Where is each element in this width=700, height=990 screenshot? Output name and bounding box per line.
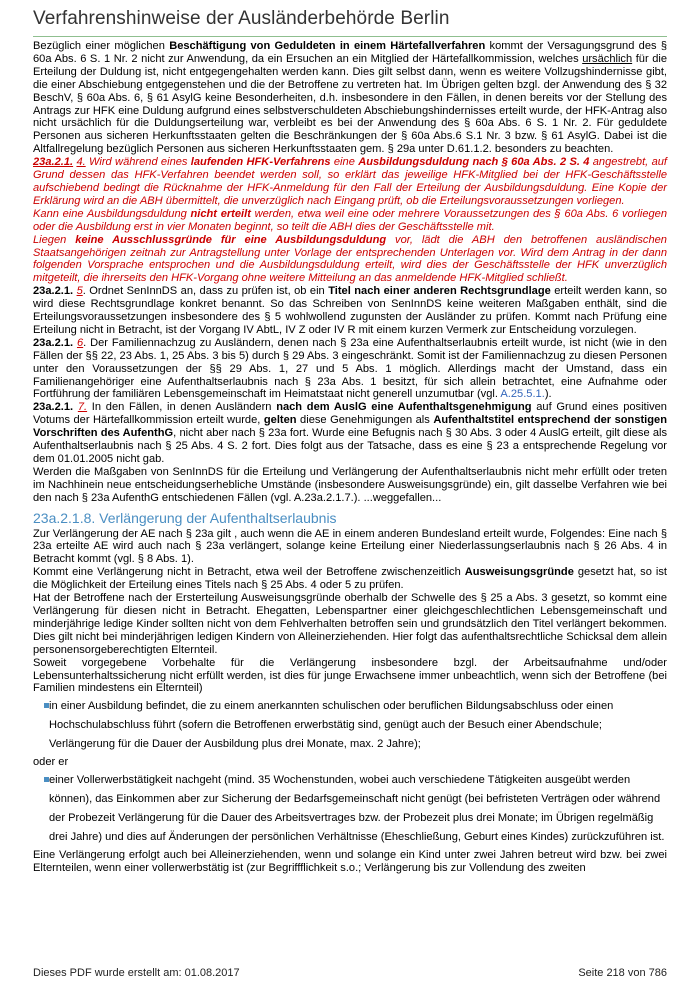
section-heading: 23a.2.1.8. Verlängerung der Aufenthaltserlaubnis	[33, 509, 337, 526]
section-number-suffix: 7.	[77, 401, 88, 414]
paragraph-andere-rechtsgrundlage	[33, 285, 667, 337]
text: angestrebt, auf Grund dessen das HFK-Verfahren beendet werden soll, so erklärt das jeweilige HFK-Mitglied bei der HFK-Geschäftsstelle aufschiebend bedingt die Rücknahme der HFK-Anmeldung für den Fall der Erteilung der Ausbildungsduldung. Eine Kopie der Erklärung wird an die ABH übermittelt, die unverzüglich nach Eingang prüft, ob die Erteilungsvoraussetzungen vorliegen.	[33, 156, 668, 207]
section-number: 23a.2.1.	[33, 156, 74, 169]
section-number-suffix: 6	[76, 336, 84, 349]
text: werden, etwa weil eine oder mehrere Voraussetzungen des § 60a Abs. 6 vorliegen oder die Ausbildung erst in vier Monaten beginnt, so teilt die ABH dies der Geschäftsstelle mit.	[33, 207, 667, 233]
text: gesetzt hat, so ist die Möglichkeit der Erteilung eines Titels nach § 25 Abs. 4 oder 5 zu prüfen.	[33, 566, 667, 592]
paragraph-ausbildungsduldung	[33, 156, 667, 208]
paragraph-auslg-genehmigung	[33, 401, 667, 466]
underlined-text: ursächlich	[582, 52, 633, 65]
text: auf Grund eines positiven Votums der Härtefallkommission erteilt wurde,	[33, 401, 667, 427]
bold-text: gelten	[263, 414, 297, 427]
list-item	[33, 771, 667, 847]
paragraph-hfk-beschaeftigung	[33, 40, 667, 156]
paragraph-verlaengerung-allgemein: Zur Verlängerung der AE nach § 23a gilt , auch wenn die AE in einem anderen Bundesland erteilt wurde, Folgendes: Eine nach § 23a erteilte AE wird auch nach § 23a verlängert, solange keine Erteilung einer Niederlassungserlaubnis nach § 26 Abs. 4 in Betracht kommt (vgl. § 8 Abs. 1).	[33, 527, 667, 566]
section-number: 23a.2.1.	[33, 336, 74, 349]
bold-text: laufenden HFK-Verfahrens	[190, 156, 331, 169]
bold-text: Aufenthaltstitel entsprechend der sonstigen Vorschriften des AufenthG	[33, 414, 667, 440]
text: für die Erteilung der Duldung ist, nicht entgegengehalten werden kann. Dies gilt selbst dann, wenn es weitere Vollzugshindernisse gibt, die einer Abschiebung entgegenstehen und die der Betroffene zu vertreten hat. Im Übrigen gelten bzgl. der Anwendung des § 32 BeschV, § 60a Abs. 6, § 61 AsylG keine Besonderheiten, d.h. insbesondere in den Fällen, in denen bereits vor der Stellung des Antrags zur HFK eine Duldung aufgrund eines selbstverschuldeten Abschiebungshindernisses erteilt wurde, der HFK-Antrag also nicht ursächlich für die Duldungserteilung war, verbleibt es bei der Anwendung des § 60a Abs. 6 S. 1 Nr. 2. Für geduldete Personen aus sicheren Herkunftsstaaten gelten die Beschränkungen der § 60a Abs.6 S.1 Nr. 3 bzw. § 61 AsylG. Dabei ist die Altfallregelung bezüglich Personen aus sicheren Herkunftsstaaten gem. § 29a unter D.61.1.2. besonders zu beachten.	[33, 52, 668, 156]
paragraph-familiennachzug	[33, 337, 667, 402]
footer-page-number: Seite 218 von 786	[578, 967, 667, 979]
paragraph-vorbehalte: Soweit vorgegebene Vorbehalte für die Verlängerung insbesondere bzgl. der Arbeitsaufnahme und/oder Lebensunterhaltssicherung nicht erfüllt werden, ist dies für junge Erwachsene immer unbeachtlich, wenn sich der Betroffene (bei Familien mindestens ein Elternteil)	[33, 656, 667, 695]
bold-text: nicht erteilt	[190, 207, 251, 220]
text: vor, lädt die ABH den betroffenen ausländischen Staatsangehörigen zeitnah zur Antragstellung unter Vorlage der entsprechenden Unterlagen vor. Wird dem Antrag in der dann folgenden Vorsprache entsprochen und die Ausbildungsduldung erteilt, wird dies der Geschäftsstelle der HFK unverzüglich mitgeteilt, die ihrerseits den HFK-Vorgang ohne weitere Mitteilung an das anmeldende HFK-Mitglied schließt.	[33, 233, 667, 285]
text: ).	[544, 388, 552, 401]
bullet-icon	[44, 777, 49, 782]
paragraph-ausweisungsgruende	[33, 566, 667, 592]
bold-text: Ausbildungsduldung nach § 60a Abs. 2 S. 4	[358, 156, 590, 169]
paragraph-oder: oder er	[33, 756, 69, 769]
section-number-suffix: 4.	[76, 156, 86, 169]
paragraph-keine-ausschlussgruende	[33, 234, 667, 286]
section-number-suffix: 5	[76, 285, 83, 298]
text: eine	[330, 156, 359, 169]
paragraph-nicht-erteilt	[33, 208, 667, 234]
list-item-text: in einer Ausbildung befindet, die zu einem anerkannten schulischen oder beruflichen Bildungsabschluss oder einen Hochschulabschluss führt (sofern die Betroffenen erwerbstätig sind, genügt auch der Besuch einer Abendschule; Verlängerung für die Dauer der Ausbildung plus drei Monate, max. 2 Jahre);	[49, 700, 614, 751]
list-item	[33, 697, 667, 754]
paragraph-ersterteilung: Hat der Betroffene nach der Ersterteilung Ausweisungsgründe oberhalb der Schwelle des § 25 a Abs. 3 gesetzt, so kommt eine Verlängerung für diesen nicht in Betracht. Ehegatten, Lebenspartner einer gleichgeschlechtlichen Lebensgemeinschaft und minderjährige ledige Kinder sollten nicht von dem Fehlverhalten betroffen sein und grundsätzlich den Titel verlängert bekommen. Dies gilt nicht bei minderjährigen ledigen Kindern von Alleinerziehenden. Hier folgt das aufenthaltsrechtliche Schicksal dem allein personensorgeberechtigten Elternteil.	[33, 592, 667, 656]
text: Liegen	[33, 233, 76, 246]
document-body	[33, 40, 667, 875]
text: , nicht aber nach § 23a fort. Wurde eine Befugnis nach § 30 Abs. 3 oder 4 AuslG erteilt, gilt diese als Aufenthaltserlaubnis nach § 25 Abs. 4 S. 2 fort. Dies folgt aus der Tatsache, dass es eine § 23 a entsprechende Regelung vor dem 01.01.2005 nicht gab.	[33, 427, 667, 465]
paragraph-massgaben: Werden die Maßgaben von SenInnDS für die Erteilung und Verlängerung der Aufenthaltserlaubnis nicht mehr erfüllt oder treten im Nachhinein neue entscheidungserhebliche Umstände (insbesondere Ausweisungsgründe) ein, gilt dasselbe Verfahren wie bei den nach § 23a AufenthG entschiedenen Fällen (vgl. A.23a.2.1.7.). ...weggefallen...	[33, 465, 667, 504]
page-title: Verfahrenshinweise der Ausländerbehörde Berlin	[33, 8, 667, 37]
bold-text: Ausweisungsgründe	[464, 566, 574, 579]
section-number: 23a.2.1.	[33, 401, 74, 414]
bold-text: Titel nach einer anderen Rechtsgrundlage	[328, 285, 551, 298]
text: Kommt eine Verlängerung nicht in Betracht, etwa weil der Betroffene zwischenzeitlich	[33, 566, 465, 579]
text: diese Genehmigungen als	[296, 414, 434, 427]
section-number: 23a.2.1.	[33, 285, 74, 298]
text: kommt der Versagungsgrund des § 60a Abs. 6 S. 1 Nr. 2 nicht zur Anwendung, da ein Ersuchen an ein Mitglied der Härtefallkommission, welches	[33, 40, 668, 65]
text: Wird während eines	[85, 156, 191, 169]
text: Kann eine Ausbildungsduldung	[33, 207, 191, 220]
text: . Der Familiennachzug zu Ausländern, denen nach § 23a eine Aufenthaltserlaubnis erteilt wurde, ist nicht (wie in den Fällen der §§ 22, 23 Abs. 1, 25 Abs. 3 bis 5) durch § 29 Abs. 3 eingeschränkt. Somit ist der Familiennachzug zu diesen Personen unter den Voraussetzungen der §§ 29 Abs. 1, 27 und 5 Abs. 1 möglich. Allerdings macht der Umstand, dass ein Familienangehöriger eine Aufenthaltserlaubnis nach § 23a Abs. 1 besitzt, für sich allein betrachtet, eine Aufnahme oder Fortführung der familiären Lebensgemeinschaft im Heimatstaat nicht generell unzumutbar (vgl.	[33, 336, 667, 401]
bold-text: nach dem AuslG eine Aufenthaltsgenehmigung	[276, 401, 532, 414]
bold-text: Beschäftigung von Geduldeten in einem Härtefallverfahren	[169, 40, 486, 52]
text: Bezüglich einer möglichen	[33, 40, 170, 52]
text: . Ordnet SenInnDS an, dass zu prüfen ist, ob ein	[82, 285, 329, 298]
footer-created-date: Dieses PDF wurde erstellt am: 01.08.2017	[33, 967, 240, 979]
text: In den Fällen, in denen Ausländern	[87, 401, 277, 414]
list-item-text: einer Vollerwerbstätigkeit nachgeht (mind. 35 Wochenstunden, wobei auch verschiedene Tätigkeiten ausgeübt werden können), das Einkommen aber zur Sicherung der Bedarfsgemeinschaft nicht genügt (bei befristeten Verträgen oder während der Probezeit Verlängerung für die Dauer des Arbeitsvertrages bzw. der Probezeit plus drei Monate; im Übrigen regelmäßig drei Jahre) und dies auf Änderungen der persönlichen Verhältnisse (Eheschließung, Geburt eines Kindes) zurückzuführen ist.	[49, 774, 665, 844]
bold-text: keine Ausschlussgründe für eine Ausbildungsduldung	[75, 233, 387, 246]
bullet-icon	[44, 703, 49, 708]
paragraph-alleinerziehende: Eine Verlängerung erfolgt auch bei Alleinerziehenden, wenn und solange ein Kind unter zwei Jahren betreut wird bzw. bei zwei Elternteilen, wenn einer vollerwerbstätig ist (zur Begriffflichkeit s.o.; Verlängerung bis zur Vollendung des zweiten	[33, 849, 667, 875]
reference-link[interactable]: A.25.5.1.	[500, 388, 545, 401]
text: erteilt werden kann, so wird diese Rechtsgrundlage konkret benannt. So das Schreiben von SenInnDS keine weiteren Maßgaben enthält, sind die Erteilungsvoraussetzungen insbesondere des § 5 wohlwollend zugunsten der Ausländer zu prüfen. Kommt nach Prüfung eine Erteilung nicht in Betracht, ist der Vorgang IV AbtL, IV Z oder IV R mit einem kurzen Vermerk zur Entscheidung vorzulegen.	[33, 285, 667, 336]
